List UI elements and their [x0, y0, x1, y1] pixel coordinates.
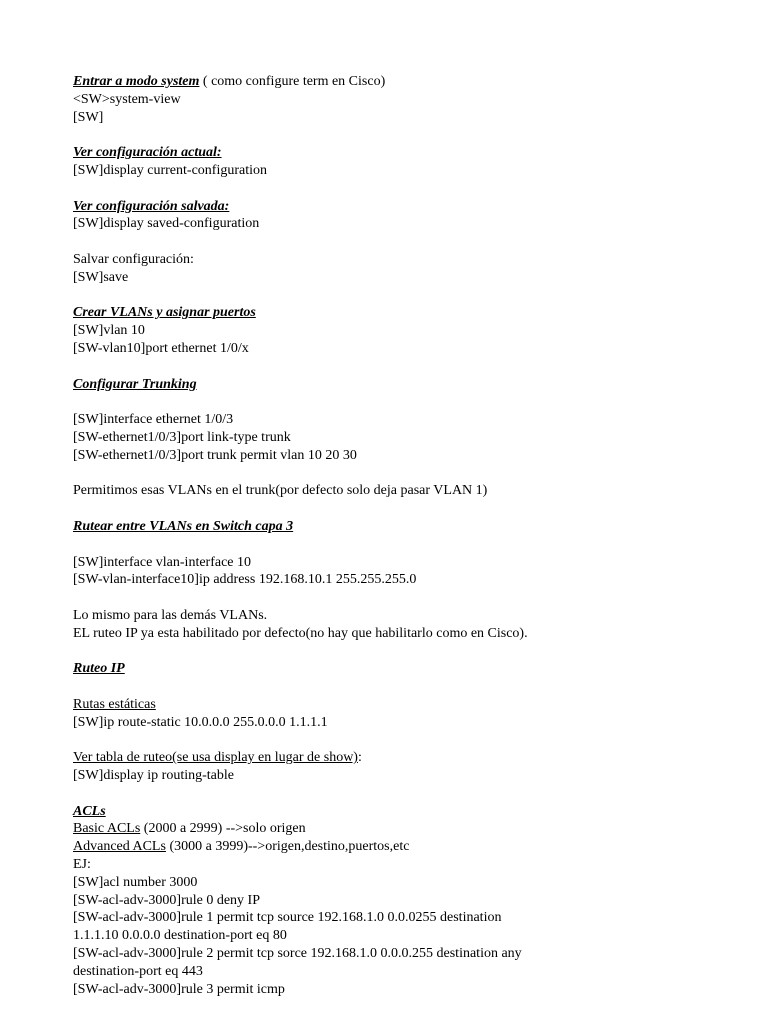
section-heading: Entrar a modo system [73, 74, 200, 89]
document-page [73, 73, 713, 998]
advanced-acl-line [73, 838, 713, 856]
command-line: [SW]display saved-configuration [73, 216, 260, 232]
section-heading: Crear VLANs y asignar puertos [73, 305, 256, 321]
command-line: 1.1.1.10 0.0.0.0 destination-port eq 80 [73, 928, 287, 944]
command-line: [SW-vlan-interface10]ip address 192.168.10.1 255.255.255.0 [73, 572, 417, 588]
note-text: Permitimos esas VLANs en el trunk(por defecto solo deja pasar VLAN 1) [73, 483, 488, 499]
label-colon: : [357, 750, 362, 766]
section-heading: Ruteo IP [73, 661, 125, 677]
command-line: [SW]ip route-static 10.0.0.0 255.0.0.0 1.1.1.1 [73, 714, 328, 730]
heading-note: ( como configure term en Cisco) [199, 74, 386, 89]
command-line: [SW-acl-adv-3000]rule 2 permit tcp sorce 192.168.1.0 0.0.0.255 destination any [73, 946, 522, 962]
note-text: EL ruteo IP ya esta habilitado por defecto(no hay que habilitarlo como en Cisco). [73, 625, 528, 641]
command-line: [SW-acl-adv-3000]rule 0 deny IP [73, 892, 260, 908]
command-line: [SW]acl number 3000 [73, 874, 198, 890]
section-heading: Configurar Trunking [73, 376, 197, 392]
subsection-label: Rutas estáticas [73, 696, 156, 712]
command-line: [SW-ethernet1/0/3]port link-type trunk [73, 429, 291, 445]
command-line: [SW] [73, 109, 104, 125]
system-heading-line [73, 73, 713, 91]
command-line: [SW-ethernet1/0/3]port trunk permit vlan 10 20 30 [73, 447, 357, 463]
command-line: destination-port eq 443 [73, 963, 203, 979]
command-line: [SW]display current-configuration [73, 162, 267, 178]
subsection-label: Ver tabla de ruteo(se usa display en lugar de show) [73, 750, 358, 766]
note-text: Lo mismo para las demás VLANs. [73, 607, 268, 623]
save-label: Salvar configuración: [73, 251, 194, 267]
section-heading: Ver configuración actual: [73, 145, 222, 161]
command-line: <SW>system-view [73, 91, 181, 107]
command-line: [SW-vlan10]port ethernet 1/0/x [73, 340, 249, 356]
subsection-label: Advanced ACLs [73, 839, 166, 855]
command-line: [SW]interface vlan-interface 10 [73, 554, 252, 570]
section-heading: ACLs [73, 803, 106, 819]
acl-range-text: (2000 a 2999) -->solo origen [140, 821, 306, 837]
command-line: EJ: [73, 857, 91, 873]
command-line: [SW]vlan 10 [73, 323, 145, 339]
section-heading: Ver configuración salvada: [73, 198, 230, 214]
command-line: [SW]display ip routing-table [73, 768, 234, 784]
command-line: [SW-acl-adv-3000]rule 1 permit tcp source 192.168.1.0 0.0.0255 destination [73, 910, 502, 926]
command-line: [SW]save [73, 269, 129, 285]
routing-table-label-line [73, 749, 713, 767]
command-line: [SW]interface ethernet 1/0/3 [73, 412, 234, 428]
basic-acl-line [73, 820, 713, 838]
subsection-label: Basic ACLs [73, 821, 141, 837]
command-line: [SW-acl-adv-3000]rule 3 permit icmp [73, 981, 285, 997]
section-heading: Rutear entre VLANs en Switch capa 3 [73, 518, 294, 534]
acl-range-text: (3000 a 3999)-->origen,destino,puertos,etc [165, 839, 410, 855]
